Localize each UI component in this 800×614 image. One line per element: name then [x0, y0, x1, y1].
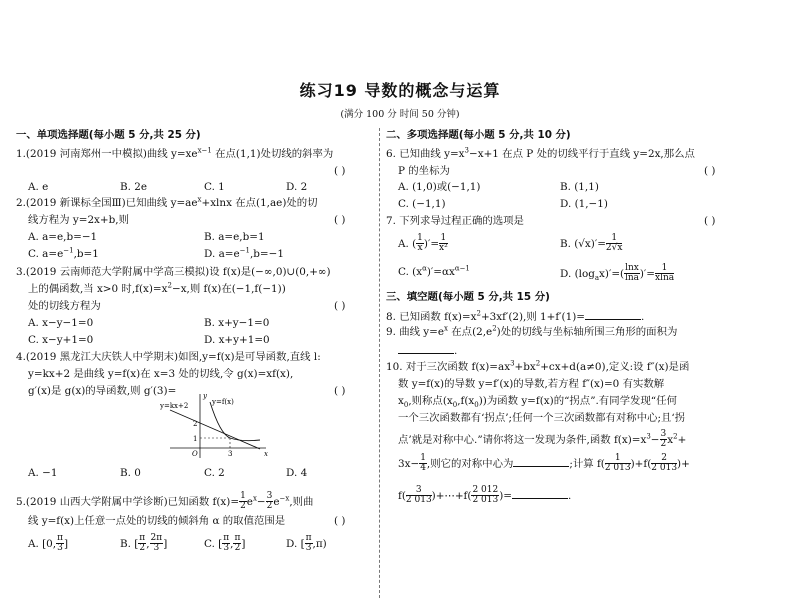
- q8-answer-blank[interactable]: [585, 310, 641, 320]
- q3-option-d[interactable]: D. x+y+1=0: [204, 334, 270, 346]
- q7-option-c[interactable]: C. $(x^\alpha)'=\alpha x^{\alpha-1}$: [398, 264, 470, 278]
- graph-line-label: y=kx+2: [160, 402, 189, 410]
- question-10-line7: f( $\frac{3}{2 013}$ )+⋯+f( $\frac{2 012}{2 013}$ )= .: [398, 485, 572, 506]
- question-3-text: 3.(2019 云南师范大学附属中学高三模拟)设 f(x)是(−∞,0)∪(0,+∞): [16, 266, 331, 278]
- graph-tick-2: 2: [193, 420, 198, 428]
- question-4-text-line3: g′(x)是 g(x)的导函数,则 g′(3)=: [28, 385, 177, 397]
- question-1-text: 1.(2019 河南郑州一中模拟)曲线 $y=xe^{x-1}$ 在点(1,1)处切线的斜率为: [16, 146, 334, 160]
- q10-center-blank[interactable]: [513, 457, 569, 467]
- graph-origin-label: O: [192, 450, 198, 458]
- page-title: 练习19 导数的概念与运算: [299, 81, 501, 100]
- q5-option-c[interactable]: C. [ $\frac{\pi}{3}$ , $\frac{\pi}{2}$ ]: [204, 533, 246, 554]
- q5-option-b[interactable]: B. [ $\frac{\pi}{2}$ , $\frac{2\pi}{3}$ ]: [120, 533, 168, 554]
- graph-x-label: x: [264, 450, 268, 458]
- q6-option-d[interactable]: D. (1,−1): [560, 198, 608, 210]
- q2-option-a[interactable]: A. a=e,b=−1: [28, 231, 98, 243]
- q7-option-a[interactable]: A. ( $\frac{1}{x}$ )′= $\frac{1}{\text{x²}}$: [398, 233, 448, 254]
- question-8-text: 8. 已知函数 $f(x)=x^2+3xf'(2)$,则 1+f′(1)= .: [386, 309, 645, 323]
- question-9-text: 9. 曲线 $y=e^x$ 在点$(2,e^2)$处的切线与坐标轴所围三角形的面积为: [386, 324, 678, 338]
- q2-option-b[interactable]: B. a=e,b=1: [204, 231, 265, 243]
- q4-option-c[interactable]: C. 2: [204, 467, 225, 479]
- column-divider: [379, 128, 380, 598]
- q7-option-d[interactable]: D. $(\log_ax)'=$( $\frac{\ln x}{\ln a}$ )′= $\frac{1}{xlna}$: [560, 263, 675, 284]
- q6-option-a[interactable]: A. (1,0)或(−1,1): [398, 181, 481, 193]
- q4-option-b[interactable]: B. 0: [120, 467, 141, 479]
- question-10-line4: 一个三次函数都有‘拐点’;任何一个三次函数都有对称中心;且‘拐: [398, 412, 686, 424]
- question-4-text: 4.(2019 黑龙江大庆铁人中学期末)如图,y=f(x)是可导函数,直线 l:: [16, 351, 321, 363]
- question-2-text-line2: 线方程为 y=2x+b,则: [28, 214, 129, 226]
- section-fill-blank-heading: 三、填空题(每小题 5 分,共 15 分): [386, 291, 550, 303]
- question-2-text: 2.(2019 新课标全国Ⅲ)已知曲线 $y=ae^x+xlnx$ 在点(1,ae)处的切: [16, 195, 318, 209]
- question-4-graph: [160, 390, 270, 460]
- question-5-text-line2: 线 y=f(x)上任意一点处的切线的倾斜角 α 的取值范围是: [28, 515, 286, 527]
- question-9-line2: .: [398, 344, 457, 356]
- question-5-text: 5.(2019 山西大学附属中学诊断)已知函数 f(x)= $\frac{1}{2}$ $e^x-$ $\frac{3}{2}$ $e^{-x}$,则曲: [16, 491, 314, 512]
- question-1-answer-paren[interactable]: ( ): [334, 165, 346, 177]
- q1-option-c[interactable]: C. 1: [204, 181, 225, 193]
- q1-option-a[interactable]: A. e: [28, 181, 49, 193]
- question-10-line5: 点’就是对称中心.”请你将这一发现为条件,函数 $f(x)=x^3-$ $\frac{3}{2}$ $x^2+$: [398, 429, 687, 450]
- question-4-text-line2: y=kx+2 是曲线 y=f(x)在 x=3 处的切线,令 g(x)=xf(x),: [28, 368, 294, 380]
- question-10-text: 10. 对于三次函数 $f(x)=ax^3+bx^2+cx+d(a\ne 0)$,定义:设 f″(x)是函: [386, 359, 690, 373]
- q3-option-b[interactable]: B. x+y−1=0: [204, 317, 270, 329]
- graph-tick-1: 1: [193, 435, 198, 443]
- q6-option-c[interactable]: C. (−1,1): [398, 198, 446, 210]
- section-multi-choice-heading: 二、多项选择题(每小题 5 分,共 10 分): [386, 129, 571, 141]
- graph-curve-label: y=f(x): [212, 398, 234, 406]
- question-4-answer-paren[interactable]: ( ): [334, 385, 346, 397]
- question-3-text-line2: 上的偶函数,当 x>0 时$,f(x)=x^2-x$,则 f(x)在(−1,f(−1)): [28, 281, 286, 295]
- page-subtitle: (满分 100 分 时间 50 分钟): [340, 109, 460, 120]
- question-10-line3: $x_0$,则称点$(x_0,f(x_0))$为函数 y=f(x)的“拐点”.有同学发现“任何: [398, 395, 677, 410]
- q4-option-d[interactable]: D. 4: [286, 467, 308, 479]
- q1-option-b[interactable]: B. 2e: [120, 181, 148, 193]
- question-3-answer-paren[interactable]: ( ): [334, 300, 346, 312]
- q9-answer-blank[interactable]: [398, 344, 454, 354]
- graph-tick-3: 3: [228, 450, 233, 458]
- q6-option-b[interactable]: B. (1,1): [560, 181, 599, 193]
- q5-option-a[interactable]: A. [0, $\frac{\pi}{3}$ ]: [28, 533, 69, 554]
- question-10-line2: 数 y=f(x)的导数 y=f′(x)的导数,若方程 f″(x)=0 有实数解: [398, 378, 665, 390]
- q5-option-d[interactable]: D. [ $\frac{\pi}{3}$ ,π): [286, 533, 327, 554]
- question-5-answer-paren[interactable]: ( ): [334, 515, 346, 527]
- section-single-choice-heading: 一、单项选择题(每小题 5 分,共 25 分): [16, 129, 201, 141]
- q7-option-b[interactable]: B. (√x)′= $\frac{1}{2√x}$: [560, 233, 623, 254]
- q10-sum-blank[interactable]: [512, 489, 568, 499]
- q3-option-c[interactable]: C. x−y+1=0: [28, 334, 94, 346]
- question-6-answer-paren[interactable]: ( ): [704, 165, 716, 177]
- question-7-answer-paren[interactable]: ( ): [704, 215, 716, 227]
- q2-option-c[interactable]: C. $a=e^{-1},b=1$: [28, 246, 99, 260]
- question-10-line6: 3x− $\frac{1}{4}$ ,则它的对称中心为 ;计算 f( $\frac{1}{2 013}$ )+f( $\frac{2}{2 013}$ )+: [398, 453, 690, 474]
- q1-option-d[interactable]: D. 2: [286, 181, 308, 193]
- question-6-text: 6. 已知曲线 $y=x^3-x+1$ 在点 P 处的切线平行于直线 y=2x,那么点: [386, 146, 695, 160]
- question-7-text: 7. 下列求导过程正确的选项是: [386, 215, 524, 227]
- question-3-text-line3: 处的切线方程为: [28, 300, 101, 312]
- question-2-answer-paren[interactable]: ( ): [334, 214, 346, 226]
- graph-y-label: y: [203, 392, 207, 400]
- q3-option-a[interactable]: A. x−y−1=0: [28, 317, 94, 329]
- q4-option-a[interactable]: A. −1: [28, 467, 58, 479]
- question-6-text-line2: P 的坐标为: [398, 165, 450, 177]
- q2-option-d[interactable]: D. $a=e^{-1},b=-1$: [204, 246, 284, 260]
- graph-curve: [210, 402, 260, 441]
